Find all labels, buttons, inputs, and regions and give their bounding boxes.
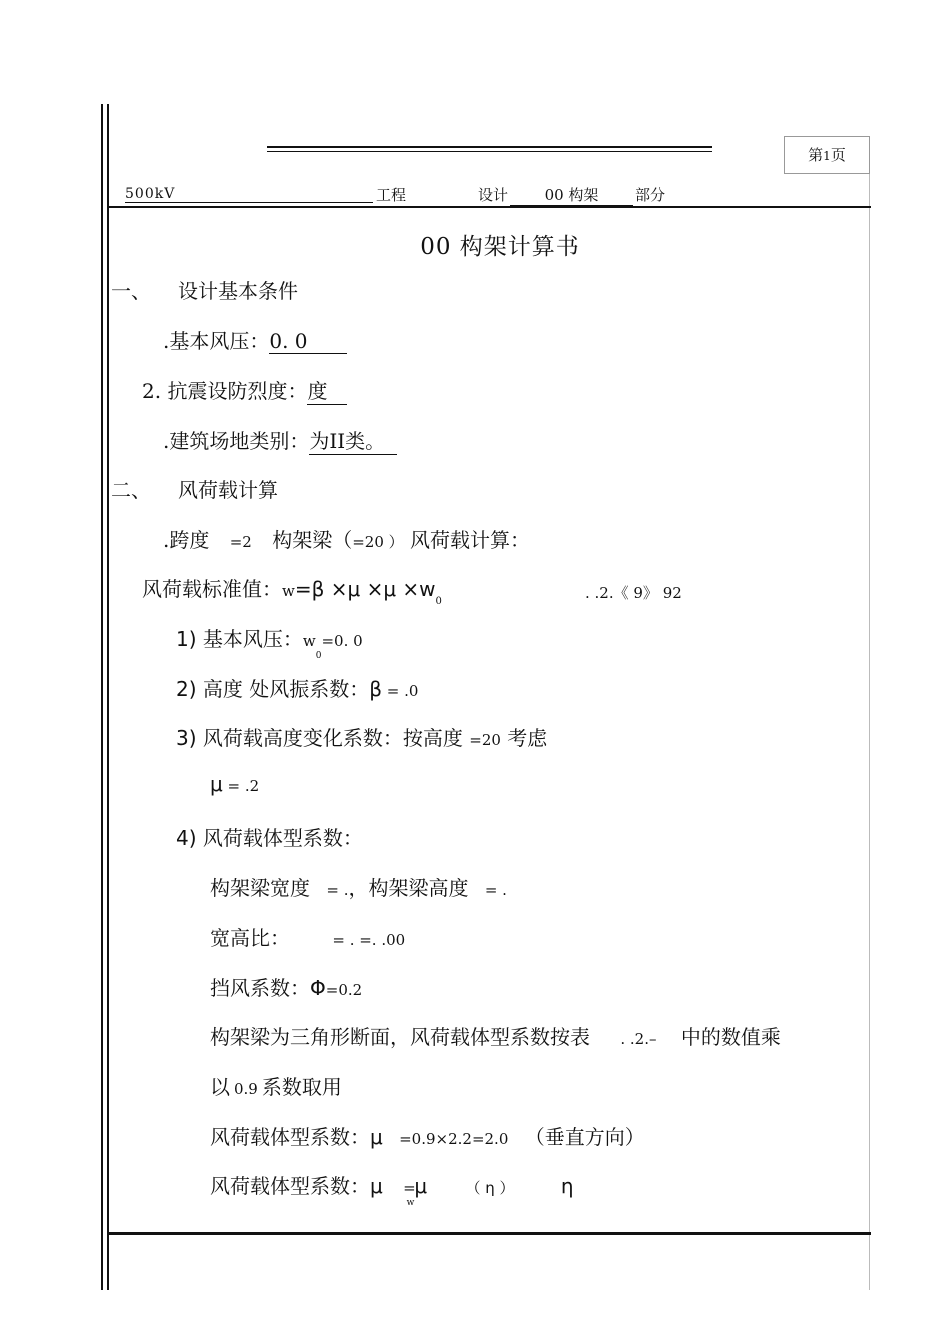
section2-number: 二、 (111, 478, 151, 502)
document-title: 00 构架计算书 (420, 234, 580, 260)
page-suffix: 页 (830, 146, 846, 164)
site-category-value: 为II类。 (309, 425, 397, 455)
design-label: 设计 (478, 186, 509, 204)
step2-wind-vibration: 2) 高度 处风振系数：β = .0 (176, 677, 419, 701)
footer-divider (107, 1232, 871, 1235)
shape-coefficient-formula: 风荷载体型系数：$\mu =_w\mu$ （ η ） η (210, 1174, 574, 1208)
beam-section-paragraph: 构架梁为三角形断面，风荷载体型系数按表 . .2.– 中的数值乘 (210, 1025, 781, 1049)
basic-wind-pressure: .基本风压：0. 0 (163, 325, 347, 354)
seismic-intensity: 2. 抗震设防烈度：度 (142, 375, 347, 405)
step1-basic-pressure: 1) 基本风压：$w_0=0$. 0 (176, 627, 363, 661)
page-number: 1 (823, 149, 831, 163)
width-height-ratio: 宽高比： = . =. .00 (210, 926, 406, 950)
project-label: 工程 (376, 186, 407, 204)
std-wind-reference: . .2.《 9》 92 (585, 584, 682, 602)
basic-wind-pressure-value: 0. 0 (269, 329, 347, 354)
span-line: .跨度 =2 构架梁（=20 ） 风荷载计算： (163, 528, 530, 552)
seismic-intensity-value: 度 (307, 375, 347, 405)
left-border-inner (107, 104, 109, 1290)
page-prefix: 第 (808, 146, 824, 164)
step3-mu-value: μ = .2 (210, 772, 260, 796)
title-rule-bottom (267, 151, 712, 152)
title-rule-top (267, 146, 712, 148)
shape-coefficient-vertical: 风荷载体型系数：μ =0.9×2.2=2.0 （垂直方向） (210, 1125, 645, 1149)
project-name (125, 184, 373, 203)
project-name-kv: 500kV (125, 186, 176, 202)
page-number-box (784, 136, 870, 174)
beam-size: 构架梁宽度 = .，构架梁高度 = . (210, 876, 507, 900)
header-divider (107, 206, 871, 208)
site-category: .建筑场地类别：为II类。 (163, 425, 397, 455)
wind-shield-coefficient: 挡风系数：Φ=0.2 (210, 976, 363, 1000)
std-wind-formula: 风荷载标准值：$w=\beta \times\mu \times\mu \times w_0$ (142, 577, 442, 607)
section2-heading: 风荷载计算 (178, 478, 278, 502)
left-border-outer (101, 104, 103, 1290)
step3-height-coefficient: 3) 风荷载高度变化系数：按高度 =20 考虑 (176, 726, 548, 750)
section1-heading: 设计基本条件 (178, 279, 298, 303)
section-label: 部分 (635, 186, 666, 204)
design-value: 00 构架 (510, 184, 633, 206)
beam-section-paragraph-cont: 以 0.9 系数取用 (210, 1075, 342, 1099)
step4-shape-coefficient: 4) 风荷载体型系数： (176, 826, 363, 850)
right-border (869, 174, 870, 1290)
section1-number: 一、 (111, 279, 151, 303)
